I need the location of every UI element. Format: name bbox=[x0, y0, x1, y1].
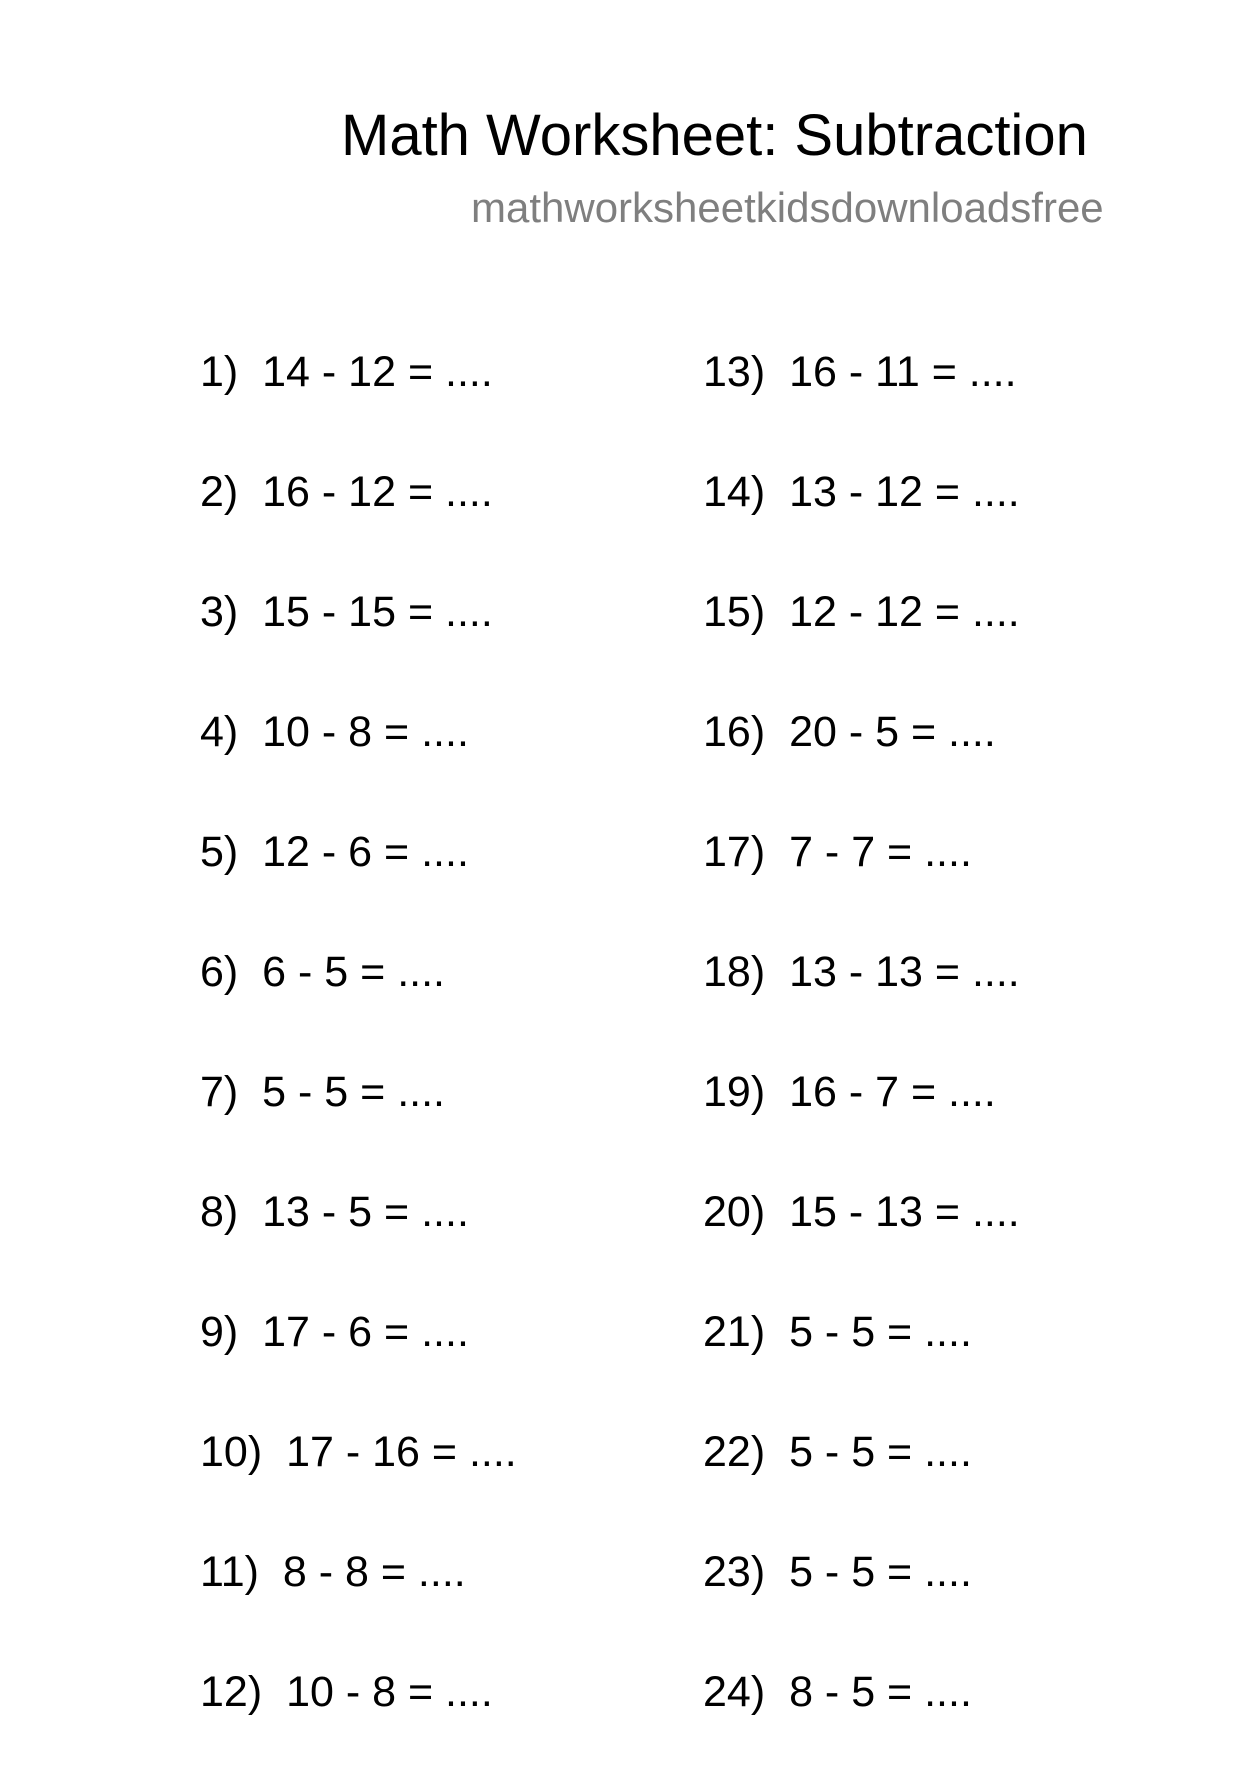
problem-expression: 15 - 15 = .... bbox=[262, 588, 493, 636]
problem-number: 3) bbox=[200, 588, 239, 636]
page-title: Math Worksheet: Subtraction bbox=[341, 103, 1088, 168]
problem-item bbox=[200, 1666, 640, 1786]
problem-item bbox=[200, 1546, 640, 1666]
problem-item bbox=[703, 706, 1143, 826]
problem-number: 7) bbox=[200, 1068, 239, 1116]
problem-item bbox=[200, 1066, 640, 1186]
problem-number: 10) bbox=[200, 1428, 263, 1476]
problem-number: 9) bbox=[200, 1308, 239, 1356]
problem-item bbox=[703, 586, 1143, 706]
problem-expression: 5 - 5 = .... bbox=[789, 1428, 972, 1476]
problem-expression: 5 - 5 = .... bbox=[789, 1308, 972, 1356]
problem-number: 17) bbox=[703, 828, 766, 876]
problem-number: 24) bbox=[703, 1668, 766, 1716]
problem-expression: 15 - 13 = .... bbox=[789, 1188, 1020, 1236]
problem-item bbox=[703, 1066, 1143, 1186]
problem-item bbox=[200, 1306, 640, 1426]
problem-item bbox=[200, 1186, 640, 1306]
problem-expression: 10 - 8 = .... bbox=[286, 1668, 493, 1716]
problem-expression: 12 - 12 = .... bbox=[789, 588, 1020, 636]
problem-number: 11) bbox=[200, 1548, 259, 1596]
problem-item bbox=[200, 586, 640, 706]
problem-expression: 17 - 6 = .... bbox=[262, 1308, 469, 1356]
problem-number: 5) bbox=[200, 828, 239, 876]
problems-column-left bbox=[200, 346, 640, 1786]
page-subtitle: mathworksheetkidsdownloadsfree bbox=[471, 184, 1104, 231]
problem-expression: 13 - 12 = .... bbox=[789, 468, 1020, 516]
problem-item bbox=[703, 1186, 1143, 1306]
problem-number: 4) bbox=[200, 708, 239, 756]
problem-expression: 16 - 7 = .... bbox=[789, 1068, 996, 1116]
problem-expression: 16 - 12 = .... bbox=[262, 468, 493, 516]
problem-number: 20) bbox=[703, 1188, 766, 1236]
problem-expression: 17 - 16 = .... bbox=[286, 1428, 517, 1476]
problem-number: 12) bbox=[200, 1668, 263, 1716]
problem-number: 21) bbox=[703, 1308, 766, 1356]
problem-expression: 20 - 5 = .... bbox=[789, 708, 996, 756]
problem-item bbox=[703, 1546, 1143, 1666]
problem-expression: 10 - 8 = .... bbox=[262, 708, 469, 756]
problem-number: 6) bbox=[200, 948, 239, 996]
problem-item bbox=[703, 1666, 1143, 1786]
problem-item bbox=[200, 706, 640, 826]
problem-expression: 13 - 5 = .... bbox=[262, 1188, 469, 1236]
problem-number: 16) bbox=[703, 708, 766, 756]
problem-number: 2) bbox=[200, 468, 239, 516]
problem-expression: 5 - 5 = .... bbox=[262, 1068, 445, 1116]
problem-number: 1) bbox=[200, 348, 239, 396]
problem-item bbox=[703, 346, 1143, 466]
problem-expression: 5 - 5 = .... bbox=[789, 1548, 972, 1596]
problem-item bbox=[703, 1306, 1143, 1426]
problem-expression: 8 - 8 = .... bbox=[282, 1548, 466, 1596]
problem-expression: 8 - 5 = .... bbox=[789, 1668, 972, 1716]
problem-number: 15) bbox=[703, 588, 766, 636]
problems-column-right bbox=[703, 346, 1143, 1786]
problem-expression: 14 - 12 = .... bbox=[262, 348, 493, 396]
problem-item bbox=[200, 946, 640, 1066]
problem-item bbox=[703, 466, 1143, 586]
problem-number: 22) bbox=[703, 1428, 766, 1476]
problem-item bbox=[200, 826, 640, 946]
problem-number: 8) bbox=[200, 1188, 239, 1236]
problem-item bbox=[200, 1426, 640, 1546]
problem-expression: 6 - 5 = .... bbox=[262, 948, 445, 996]
problem-item bbox=[703, 1426, 1143, 1546]
problem-number: 13) bbox=[703, 348, 766, 396]
problem-expression: 7 - 7 = .... bbox=[789, 828, 972, 876]
problem-number: 14) bbox=[703, 468, 766, 516]
problem-item bbox=[200, 346, 640, 466]
problem-expression: 12 - 6 = .... bbox=[262, 828, 469, 876]
problem-item bbox=[703, 826, 1143, 946]
problem-number: 18) bbox=[703, 948, 766, 996]
problem-item bbox=[200, 466, 640, 586]
problem-expression: 16 - 11 = .... bbox=[789, 348, 1017, 396]
problem-number: 23) bbox=[703, 1548, 766, 1596]
problem-number: 19) bbox=[703, 1068, 766, 1116]
problem-item bbox=[703, 946, 1143, 1066]
problem-expression: 13 - 13 = .... bbox=[789, 948, 1020, 996]
